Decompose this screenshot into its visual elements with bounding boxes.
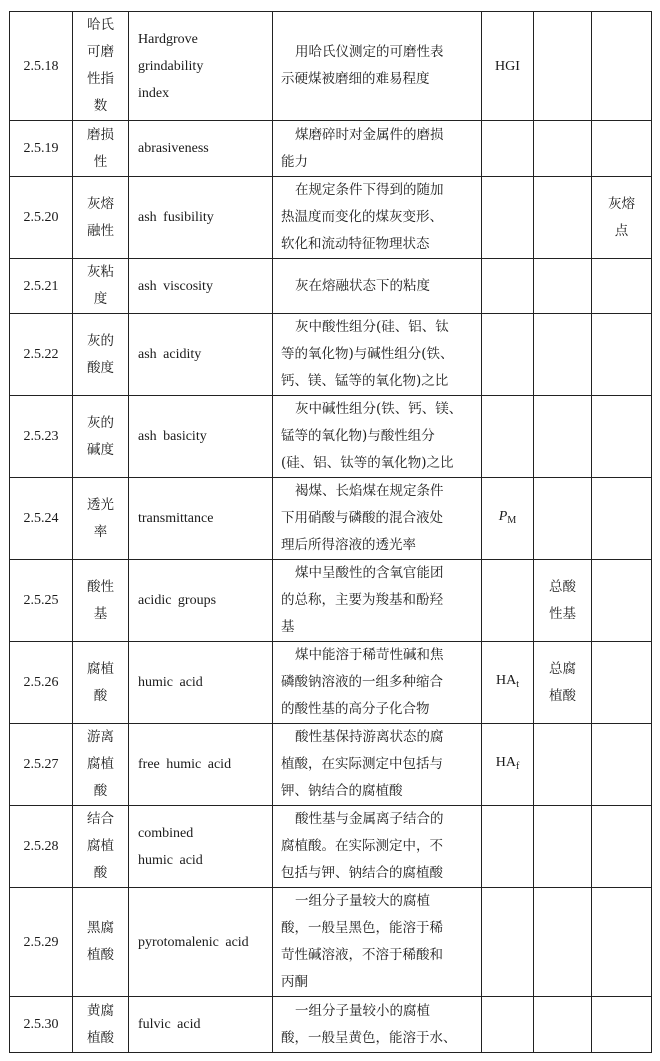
definition-line: (硅、铝、钛等的氧化物)之比 — [281, 455, 454, 471]
definition-line: 基 — [281, 619, 295, 635]
table-row — [10, 177, 652, 259]
synonym — [534, 314, 592, 396]
table-row — [10, 888, 652, 997]
definition — [273, 121, 482, 177]
definition — [273, 724, 482, 806]
term-english-line: ash basicity — [138, 429, 207, 444]
definition-line: 用哈氏仪测定的可磨性表 — [295, 44, 444, 60]
definition-line: 在规定条件下得到的随加 — [295, 182, 444, 198]
definition — [273, 314, 482, 396]
term-english-line: index — [138, 85, 170, 101]
symbol-subscript: t — [516, 679, 519, 690]
definition-line: 灰中酸性组分(硅、铝、钛 — [295, 319, 449, 335]
table-row — [10, 478, 652, 560]
definition-line: 软化和流动特征物理状态 — [281, 236, 430, 252]
term-chinese-line: 哈氏 — [87, 17, 114, 33]
term-english — [129, 259, 273, 314]
term-number: 2.5.28 — [10, 806, 73, 888]
term-chinese — [73, 121, 129, 177]
terminology-table-container — [9, 11, 652, 1053]
table-row — [10, 396, 652, 478]
obsolete-term — [592, 177, 652, 259]
synonym-line: 总酸 — [549, 578, 576, 595]
term-english — [129, 121, 273, 177]
term-chinese-line: 碱度 — [87, 441, 114, 458]
term-english-line: acidic groups — [138, 593, 217, 608]
definition — [273, 888, 482, 997]
term-chinese-line: 腐植 — [87, 756, 114, 772]
term-number: 2.5.19 — [10, 121, 73, 177]
table-row — [10, 259, 652, 314]
obsolete-term — [592, 396, 652, 478]
symbol-main: HGI — [495, 58, 520, 74]
term-number: 2.5.18 — [10, 12, 73, 121]
definition-line: 能力 — [281, 153, 308, 170]
term-english — [129, 396, 273, 478]
term-chinese — [73, 12, 129, 121]
symbol-subscript: M — [507, 515, 517, 526]
term-chinese — [73, 177, 129, 259]
term-chinese — [73, 396, 129, 478]
definition-line: 下用硝酸与磷酸的混合液处 — [281, 510, 443, 526]
definition-line: 一组分子量较大的腐植 — [295, 893, 430, 909]
synonym — [534, 259, 592, 314]
term-number: 2.5.26 — [10, 642, 73, 724]
definition-line: 示硬煤被磨细的难易程度 — [281, 71, 430, 87]
term-chinese-line: 酸 — [93, 865, 108, 881]
term-chinese — [73, 560, 129, 642]
table-row — [10, 724, 652, 806]
term-chinese-line: 灰粘 — [87, 264, 114, 280]
symbol — [482, 560, 534, 642]
term-chinese — [73, 478, 129, 560]
term-english-line: combined — [138, 825, 194, 841]
term-chinese-line: 性指 — [87, 71, 114, 87]
table-row — [10, 560, 652, 642]
term-chinese-line: 度 — [93, 291, 108, 307]
symbol — [482, 121, 534, 177]
synonym — [534, 396, 592, 478]
symbol — [482, 396, 534, 478]
term-chinese-line: 率 — [93, 523, 108, 540]
definition — [273, 997, 482, 1053]
term-chinese-line: 酸 — [93, 687, 108, 704]
term-chinese-line: 融性 — [87, 222, 114, 239]
term-number: 2.5.20 — [10, 177, 73, 259]
term-english-line: fulvic acid — [138, 1017, 201, 1032]
term-chinese-line: 游离 — [87, 729, 114, 745]
term-number: 2.5.22 — [10, 314, 73, 396]
definition-line: 钾、钠结合的腐植酸 — [281, 783, 403, 799]
definition-line: 植酸，在实际测定中包括与 — [281, 756, 443, 772]
term-english — [129, 12, 273, 121]
term-chinese — [73, 259, 129, 314]
definition-line: 热温度而变化的煤灰变形、 — [281, 209, 443, 225]
definition — [273, 12, 482, 121]
synonym — [534, 560, 592, 642]
term-number: 2.5.27 — [10, 724, 73, 806]
definition-line: 煤磨碎时对金属件的磨损 — [295, 126, 444, 143]
term-english — [129, 314, 273, 396]
table-body — [10, 12, 652, 1053]
synonym-line: 植酸 — [549, 687, 576, 704]
obsolete-term — [592, 478, 652, 560]
synonym — [534, 724, 592, 806]
term-english — [129, 478, 273, 560]
definition-line: 锰等的氧化物)与酸性组分 — [281, 428, 435, 444]
synonym — [534, 177, 592, 259]
term-english-line: ash fusibility — [138, 210, 214, 225]
term-english-line: pyrotomalenic acid — [138, 934, 249, 950]
term-number: 2.5.24 — [10, 478, 73, 560]
term-chinese — [73, 314, 129, 396]
definition — [273, 642, 482, 724]
term-chinese-line: 透光 — [87, 496, 114, 513]
synonym — [534, 888, 592, 997]
definition-line: 酸，一般呈黑色，能溶于稀 — [281, 920, 443, 936]
term-chinese-line: 可磨 — [87, 44, 114, 60]
term-number: 2.5.23 — [10, 396, 73, 478]
symbol — [482, 12, 534, 121]
table-row — [10, 806, 652, 888]
term-chinese-line: 腐植 — [87, 838, 114, 854]
term-english — [129, 724, 273, 806]
term-chinese-line: 植酸 — [87, 947, 114, 963]
obsolete-term-line: 灰熔 — [608, 195, 635, 212]
symbol — [482, 888, 534, 997]
definition-line: 煤中呈酸性的含氧官能团 — [295, 565, 444, 581]
obsolete-term — [592, 642, 652, 724]
obsolete-term — [592, 121, 652, 177]
definition-line: 等的氧化物)与碱性组分(铁、 — [281, 346, 454, 362]
symbol-main: HA — [495, 673, 517, 688]
symbol — [482, 806, 534, 888]
obsolete-term — [592, 314, 652, 396]
definition — [273, 806, 482, 888]
definition-line: 的酸性基的高分子化合物 — [281, 701, 430, 717]
obsolete-term — [592, 806, 652, 888]
table-row — [10, 642, 652, 724]
term-chinese-line: 腐植 — [87, 660, 114, 677]
synonym — [534, 806, 592, 888]
definition-line: 腐植酸。在实际测定中，不 — [281, 838, 443, 854]
synonym — [534, 642, 592, 724]
synonym-line: 总腐 — [549, 660, 576, 677]
definition — [273, 177, 482, 259]
definition-line: 酸性基保持游离状态的腐 — [295, 729, 444, 745]
table-row — [10, 12, 652, 121]
obsolete-term — [592, 888, 652, 997]
table-row — [10, 314, 652, 396]
term-chinese — [73, 806, 129, 888]
term-english — [129, 642, 273, 724]
term-chinese-line: 结合 — [87, 811, 114, 827]
term-english — [129, 806, 273, 888]
term-chinese-line: 酸性 — [87, 578, 114, 595]
term-number: 2.5.25 — [10, 560, 73, 642]
term-english-line: ash acidity — [138, 347, 202, 362]
term-english — [129, 888, 273, 997]
symbol — [482, 314, 534, 396]
term-chinese-line: 数 — [93, 98, 108, 114]
term-chinese — [73, 642, 129, 724]
term-chinese-line: 性 — [93, 153, 108, 170]
table-row — [10, 121, 652, 177]
definition — [273, 478, 482, 560]
obsolete-term — [592, 997, 652, 1053]
definition-line: 钙、镁、锰等的氧化物)之比 — [281, 373, 449, 389]
term-number: 2.5.30 — [10, 997, 73, 1053]
definition-line: 一组分子量较小的腐植 — [295, 1002, 430, 1019]
term-number: 2.5.29 — [10, 888, 73, 997]
definition-line: 褐煤、长焰煤在规定条件 — [295, 483, 444, 499]
term-number: 2.5.21 — [10, 259, 73, 314]
definition — [273, 396, 482, 478]
term-chinese-line: 植酸 — [87, 1029, 114, 1046]
synonym — [534, 12, 592, 121]
term-english-line: free humic acid — [138, 757, 232, 772]
term-english — [129, 560, 273, 642]
definition-line: 丙酮 — [281, 974, 308, 990]
obsolete-term-line: 点 — [614, 222, 629, 239]
definition-line: 的总称，主要为羧基和酚羟 — [281, 592, 443, 608]
definition-line: 包括与钾、钠结合的腐植酸 — [281, 865, 443, 881]
term-english-line: abrasiveness — [138, 141, 209, 156]
definition-line: 灰在熔融状态下的粘度 — [295, 277, 430, 294]
symbol-main: P — [498, 509, 508, 524]
term-chinese — [73, 997, 129, 1053]
definition-line: 磷酸钠溶液的一组多种缩合 — [281, 674, 443, 690]
term-chinese — [73, 888, 129, 997]
synonym — [534, 997, 592, 1053]
obsolete-term — [592, 560, 652, 642]
term-chinese-line: 灰熔 — [87, 195, 114, 212]
synonym-line: 性基 — [549, 605, 576, 622]
obsolete-term — [592, 259, 652, 314]
symbol — [482, 177, 534, 259]
symbol — [482, 724, 534, 806]
symbol — [482, 997, 534, 1053]
obsolete-term — [592, 12, 652, 121]
symbol — [482, 642, 534, 724]
term-chinese — [73, 724, 129, 806]
term-chinese-line: 酸度 — [87, 359, 114, 376]
synonym — [534, 478, 592, 560]
term-chinese-line: 灰的 — [87, 414, 114, 431]
synonym — [534, 121, 592, 177]
term-english — [129, 177, 273, 259]
definition-line: 理后所得溶液的透光率 — [281, 537, 416, 553]
term-chinese-line: 磨损 — [87, 126, 114, 143]
definition-line: 苛性碱溶液，不溶于稀酸和 — [281, 947, 443, 963]
term-english-line: transmittance — [138, 511, 214, 526]
term-english-line: grindability — [138, 58, 204, 74]
definition-line: 煤中能溶于稀苛性碱和焦 — [295, 647, 444, 663]
definition-line: 酸，一般呈黄色，能溶于水、 — [281, 1029, 457, 1046]
term-chinese-line: 黄腐 — [87, 1002, 114, 1019]
symbol — [482, 259, 534, 314]
definition — [273, 560, 482, 642]
symbol-main: HA — [495, 755, 516, 770]
definition — [273, 259, 482, 314]
term-chinese-line: 酸 — [93, 783, 108, 799]
symbol — [482, 478, 534, 560]
term-chinese-line: 黑腐 — [87, 920, 114, 936]
obsolete-term — [592, 724, 652, 806]
terminology-table — [9, 11, 652, 1053]
term-chinese-line: 灰的 — [87, 332, 114, 349]
symbol-subscript: f — [515, 761, 520, 772]
term-english-line: humic acid — [138, 675, 203, 690]
term-english — [129, 997, 273, 1053]
term-english-line: ash viscosity — [138, 278, 213, 294]
term-english-line: humic acid — [138, 852, 203, 868]
term-chinese-line: 基 — [93, 605, 108, 622]
definition-line: 酸性基与金属离子结合的 — [295, 811, 444, 827]
table-row — [10, 997, 652, 1053]
definition-line: 灰中碱性组分(铁、钙、镁、 — [295, 401, 463, 417]
term-english-line: Hardgrove — [138, 31, 198, 47]
